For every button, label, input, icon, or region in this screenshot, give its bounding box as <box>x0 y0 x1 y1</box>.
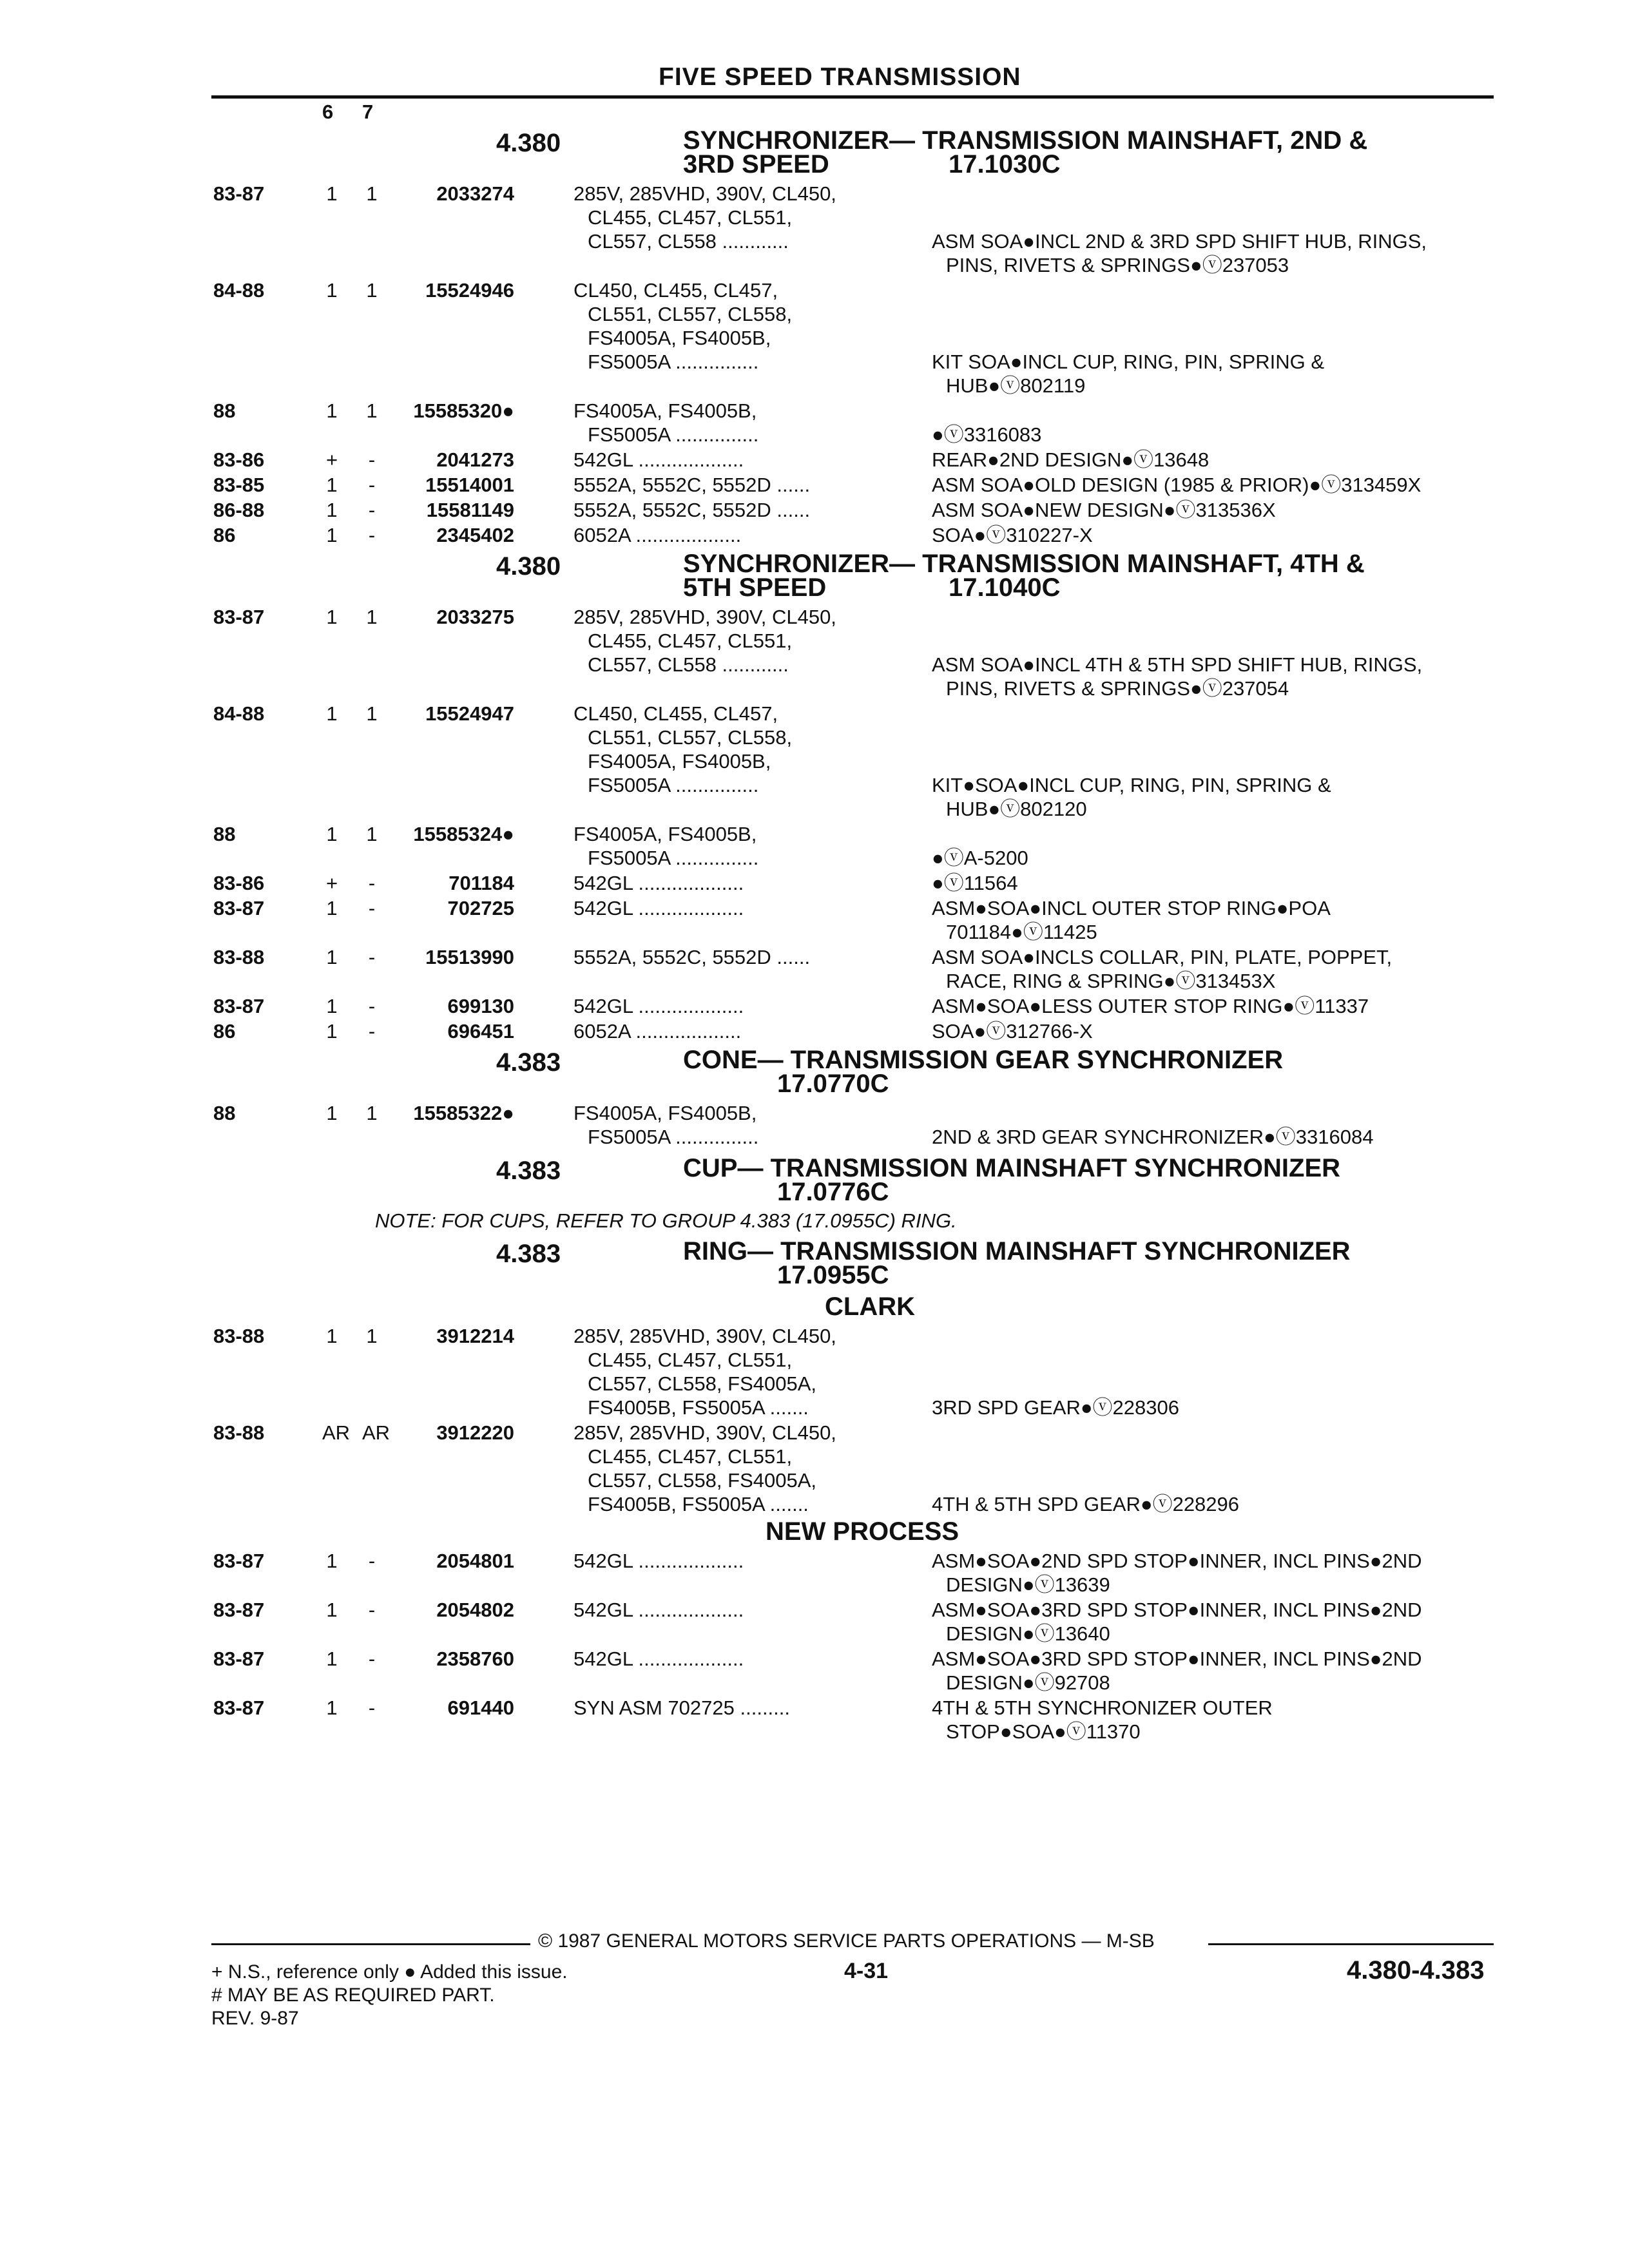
section-note: NOTE: FOR CUPS, REFER TO GROUP 4.383 (17.0955C) RING. <box>375 1209 957 1232</box>
subgroup-title: CLARK <box>825 1293 915 1321</box>
model-year: 83-87 <box>213 1599 265 1621</box>
model-year: 83-87 <box>213 897 265 919</box>
model-usage: 5552A, 5552C, 5552D ...... <box>574 474 811 496</box>
qty-6: 1 <box>326 524 338 546</box>
qty-7: - <box>368 1550 376 1572</box>
model-year: 84-88 <box>213 279 265 302</box>
qty-7: 1 <box>366 823 378 845</box>
model-year: 84-88 <box>213 702 265 725</box>
part-number: 3912220 <box>436 1421 514 1444</box>
page-number: 4-31 <box>844 1959 889 1983</box>
model-usage: 5552A, 5552C, 5552D ...... <box>574 499 811 521</box>
model-year: 83-86 <box>213 448 265 471</box>
part-number: 699130 <box>447 995 514 1017</box>
model-year: 83-88 <box>213 1421 265 1444</box>
legend-line-2: # MAY BE AS REQUIRED PART. <box>211 1984 495 2006</box>
part-description: ●ⓥA-5200 <box>932 847 1028 869</box>
qty-6: + <box>325 448 338 471</box>
model-year: 88 <box>213 823 236 845</box>
model-usage: 285V, 285VHD, 390V, CL450, <box>574 1421 836 1444</box>
qty-7: - <box>368 1648 376 1670</box>
model-year: 83-88 <box>213 1325 265 1347</box>
part-description: KIT SOA●INCL CUP, RING, PIN, SPRING & <box>932 351 1325 373</box>
model-usage: CL551, CL557, CL558, <box>588 726 793 749</box>
part-description: ●ⓥ3316083 <box>932 423 1042 446</box>
group-number: 4.383 <box>496 1240 561 1268</box>
section-code: 17.0776C <box>777 1178 889 1206</box>
model-usage: FS4005A, FS4005B, <box>588 327 771 349</box>
model-usage: FS4005A, FS4005B, <box>574 823 757 845</box>
qty-7: - <box>368 872 376 894</box>
qty-7: 1 <box>366 606 378 628</box>
group-number: 4.380 <box>496 552 561 581</box>
part-number: 15581149 <box>426 499 514 521</box>
section-title: SYNCHRONIZER— TRANSMISSION MAINSHAFT, 4TH & <box>683 550 1365 578</box>
qty-7: - <box>368 524 376 546</box>
section-code: 17.1030C <box>949 150 1061 178</box>
model-year: 83-87 <box>213 1696 265 1719</box>
qty-6: 1 <box>326 897 338 919</box>
qty-6: 1 <box>326 279 338 302</box>
part-number: 701184 <box>448 872 514 894</box>
part-description: SOA●ⓥ310227-X <box>932 524 1093 546</box>
model-year: 83-87 <box>213 182 265 205</box>
model-year: 83-88 <box>213 946 265 968</box>
qty-6: AR <box>322 1421 351 1444</box>
qty-7: - <box>368 499 376 521</box>
model-usage: 6052A ................... <box>574 1020 742 1043</box>
part-number: 702725 <box>447 897 514 919</box>
model-year: 83-86 <box>213 872 265 894</box>
qty-6: 1 <box>326 606 338 628</box>
qty-7: - <box>368 1696 376 1719</box>
model-usage: CL455, CL457, CL551, <box>588 206 793 229</box>
model-usage: CL450, CL455, CL457, <box>574 702 778 725</box>
section-title: RING— TRANSMISSION MAINSHAFT SYNCHRONIZER <box>683 1237 1351 1265</box>
qty-6: 1 <box>326 1020 338 1043</box>
qty-7: - <box>368 995 376 1017</box>
part-description: 701184●ⓥ11425 <box>946 921 1097 943</box>
model-usage: CL455, CL457, CL551, <box>588 1349 793 1371</box>
part-description: ASM●SOA●2ND SPD STOP●INNER, INCL PINS●2ND <box>932 1550 1422 1572</box>
model-usage: 285V, 285VHD, 390V, CL450, <box>574 606 836 628</box>
qty-6: 1 <box>326 499 338 521</box>
part-number: 2054801 <box>436 1550 514 1572</box>
qty-7: - <box>368 1599 376 1621</box>
part-description: ASM SOA●OLD DESIGN (1985 & PRIOR)●ⓥ313459X <box>932 474 1422 496</box>
model-year: 83-87 <box>213 1550 265 1572</box>
qty-6: 1 <box>326 995 338 1017</box>
section-title: 3RD SPEED <box>683 150 829 178</box>
model-usage: 542GL ................... <box>574 995 744 1017</box>
part-number: 15585320● <box>413 399 514 422</box>
model-year: 88 <box>213 399 236 422</box>
section-code: 17.1040C <box>949 573 1061 602</box>
part-description: ASM●SOA●3RD SPD STOP●INNER, INCL PINS●2ND <box>932 1599 1422 1621</box>
page-title: FIVE SPEED TRANSMISSION <box>659 63 1021 91</box>
part-description: PINS, RIVETS & SPRINGS●ⓥ237054 <box>946 677 1289 700</box>
model-usage: CL557, CL558, FS4005A, <box>588 1372 817 1395</box>
part-description: 2ND & 3RD GEAR SYNCHRONIZER●ⓥ3316084 <box>932 1126 1374 1148</box>
col-header-6: 6 <box>322 101 334 123</box>
section-title: 5TH SPEED <box>683 573 827 602</box>
model-usage: SYN ASM 702725 ......... <box>574 1696 791 1719</box>
part-number: 2345402 <box>436 524 514 546</box>
footer-rule-left <box>211 1943 530 1945</box>
qty-7: - <box>368 1020 376 1043</box>
qty-7: 1 <box>366 399 378 422</box>
part-description: 4TH & 5TH SYNCHRONIZER OUTER <box>932 1696 1273 1719</box>
legend-line-1: + N.S., reference only ● Added this issue. <box>211 1961 568 1983</box>
model-usage: CL557, CL558 ............ <box>588 653 789 676</box>
part-description: ASM SOA●INCL 2ND & 3RD SPD SHIFT HUB, RINGS, <box>932 230 1427 253</box>
part-number: 691440 <box>447 1696 514 1719</box>
part-description: ASM SOA●NEW DESIGN●ⓥ313536X <box>932 499 1276 521</box>
qty-6: 1 <box>326 1102 338 1124</box>
group-number: 4.380 <box>496 129 561 157</box>
part-description: HUB●ⓥ802120 <box>946 798 1087 820</box>
part-description: ASM SOA●INCLS COLLAR, PIN, PLATE, POPPET, <box>932 946 1393 968</box>
part-description: DESIGN●ⓥ92708 <box>946 1671 1110 1694</box>
qty-6: 1 <box>326 1550 338 1572</box>
part-number: 3912214 <box>436 1325 514 1347</box>
part-description: ASM●SOA●INCL OUTER STOP RING●POA <box>932 897 1331 919</box>
qty-6: 1 <box>326 1696 338 1719</box>
part-number: 2358760 <box>436 1648 514 1670</box>
model-usage: 542GL ................... <box>574 448 744 471</box>
qty-7: - <box>368 946 376 968</box>
part-description: HUB●ⓥ802119 <box>946 374 1086 397</box>
qty-6: + <box>325 872 338 894</box>
model-usage: FS5005A ............... <box>588 1126 759 1148</box>
model-usage: 542GL ................... <box>574 1550 744 1572</box>
qty-6: 1 <box>326 1325 338 1347</box>
model-year: 83-87 <box>213 1648 265 1670</box>
model-usage: 542GL ................... <box>574 872 744 894</box>
section-title: CONE— TRANSMISSION GEAR SYNCHRONIZER <box>683 1046 1284 1074</box>
qty-7: 1 <box>366 1102 378 1124</box>
part-number: 15513990 <box>425 946 514 968</box>
part-number: 15585324● <box>413 823 514 845</box>
model-year: 83-85 <box>213 474 265 496</box>
model-usage: CL455, CL457, CL551, <box>588 1445 793 1468</box>
qty-6: 1 <box>326 1599 338 1621</box>
model-usage: FS4005A, FS4005B, <box>588 750 771 773</box>
part-description: ASM●SOA●LESS OUTER STOP RING●ⓥ11337 <box>932 995 1369 1017</box>
part-description: KIT●SOA●INCL CUP, RING, PIN, SPRING & <box>932 774 1331 796</box>
model-usage: 542GL ................... <box>574 1648 744 1670</box>
page-range: 4.380-4.383 <box>1347 1956 1485 1984</box>
section-code: 17.0770C <box>777 1070 889 1098</box>
model-usage: CL557, CL558, FS4005A, <box>588 1469 817 1492</box>
part-description: STOP●SOA●ⓥ11370 <box>946 1720 1141 1743</box>
part-number: 15524946 <box>425 279 514 302</box>
model-usage: CL557, CL558 ............ <box>588 230 789 253</box>
col-header-7: 7 <box>362 101 374 123</box>
model-usage: CL551, CL557, CL558, <box>588 303 793 325</box>
footer-rule-right <box>1208 1943 1494 1945</box>
part-number: 15585322● <box>413 1102 514 1124</box>
part-description: ASM SOA●INCL 4TH & 5TH SPD SHIFT HUB, RINGS, <box>932 653 1423 676</box>
revision: REV. 9-87 <box>211 2008 299 2029</box>
part-description: ASM●SOA●3RD SPD STOP●INNER, INCL PINS●2ND <box>932 1648 1422 1670</box>
part-description: 3RD SPD GEAR●ⓥ228306 <box>932 1396 1180 1419</box>
qty-7: 1 <box>366 279 378 302</box>
model-usage: FS5005A ............... <box>588 847 759 869</box>
part-number: 15524947 <box>425 702 514 725</box>
qty-6: 1 <box>326 946 338 968</box>
qty-6: 1 <box>326 474 338 496</box>
model-usage: 6052A ................... <box>574 524 742 546</box>
part-description: PINS, RIVETS & SPRINGS●ⓥ237053 <box>946 254 1289 276</box>
model-usage: FS4005B, FS5005A ....... <box>588 1396 809 1419</box>
qty-7: 1 <box>366 182 378 205</box>
model-usage: 5552A, 5552C, 5552D ...... <box>574 946 811 968</box>
part-description: DESIGN●ⓥ13639 <box>946 1573 1110 1596</box>
model-year: 86 <box>213 1020 236 1043</box>
copyright: © 1987 GENERAL MOTORS SERVICE PARTS OPERATIONS — M-SB <box>538 1930 1155 1952</box>
model-usage: FS4005A, FS4005B, <box>574 399 757 422</box>
model-usage: CL450, CL455, CL457, <box>574 279 778 302</box>
part-description: SOA●ⓥ312766-X <box>932 1020 1093 1043</box>
part-number: 15514001 <box>425 474 514 496</box>
group-number: 4.383 <box>496 1157 561 1185</box>
qty-7: AR <box>362 1421 390 1444</box>
part-description: DESIGN●ⓥ13640 <box>946 1622 1110 1645</box>
qty-7: 1 <box>366 1325 378 1347</box>
model-year: 86 <box>213 524 236 546</box>
section-title: CUP— TRANSMISSION MAINSHAFT SYNCHRONIZER <box>683 1154 1341 1182</box>
part-description: REAR●2ND DESIGN●ⓥ13648 <box>932 448 1210 471</box>
qty-6: 1 <box>326 702 338 725</box>
qty-7: - <box>368 474 376 496</box>
qty-6: 1 <box>326 823 338 845</box>
group-number: 4.383 <box>496 1048 561 1077</box>
model-usage: FS5005A ............... <box>588 351 759 373</box>
part-number: 2041273 <box>436 448 514 471</box>
part-description: RACE, RING & SPRING●ⓥ313453X <box>946 970 1276 992</box>
part-description: 4TH & 5TH SPD GEAR●ⓥ228296 <box>932 1493 1240 1515</box>
model-year: 83-87 <box>213 606 265 628</box>
subgroup-title: NEW PROCESS <box>766 1517 959 1546</box>
model-usage: 285V, 285VHD, 390V, CL450, <box>574 1325 836 1347</box>
part-number: 2054802 <box>436 1599 514 1621</box>
section-title: SYNCHRONIZER— TRANSMISSION MAINSHAFT, 2ND & <box>683 126 1368 155</box>
qty-7: - <box>368 448 376 471</box>
model-usage: FS4005B, FS5005A ....... <box>588 1493 809 1515</box>
part-number: 696451 <box>447 1020 514 1043</box>
model-usage: FS5005A ............... <box>588 423 759 446</box>
qty-6: 1 <box>326 399 338 422</box>
header-rule <box>211 95 1494 99</box>
qty-7: 1 <box>366 702 378 725</box>
model-year: 86-88 <box>213 499 265 521</box>
model-usage: 285V, 285VHD, 390V, CL450, <box>574 182 836 205</box>
model-usage: FS5005A ............... <box>588 774 759 796</box>
part-number: 2033274 <box>436 182 514 205</box>
part-description: ●ⓥ11564 <box>932 872 1018 894</box>
part-number: 2033275 <box>436 606 514 628</box>
section-code: 17.0955C <box>777 1261 889 1289</box>
model-usage: 542GL ................... <box>574 897 744 919</box>
model-usage: CL455, CL457, CL551, <box>588 629 793 652</box>
model-year: 83-87 <box>213 995 265 1017</box>
qty-6: 1 <box>326 182 338 205</box>
model-year: 88 <box>213 1102 236 1124</box>
qty-7: - <box>368 897 376 919</box>
model-usage: FS4005A, FS4005B, <box>574 1102 757 1124</box>
qty-6: 1 <box>326 1648 338 1670</box>
model-usage: 542GL ................... <box>574 1599 744 1621</box>
